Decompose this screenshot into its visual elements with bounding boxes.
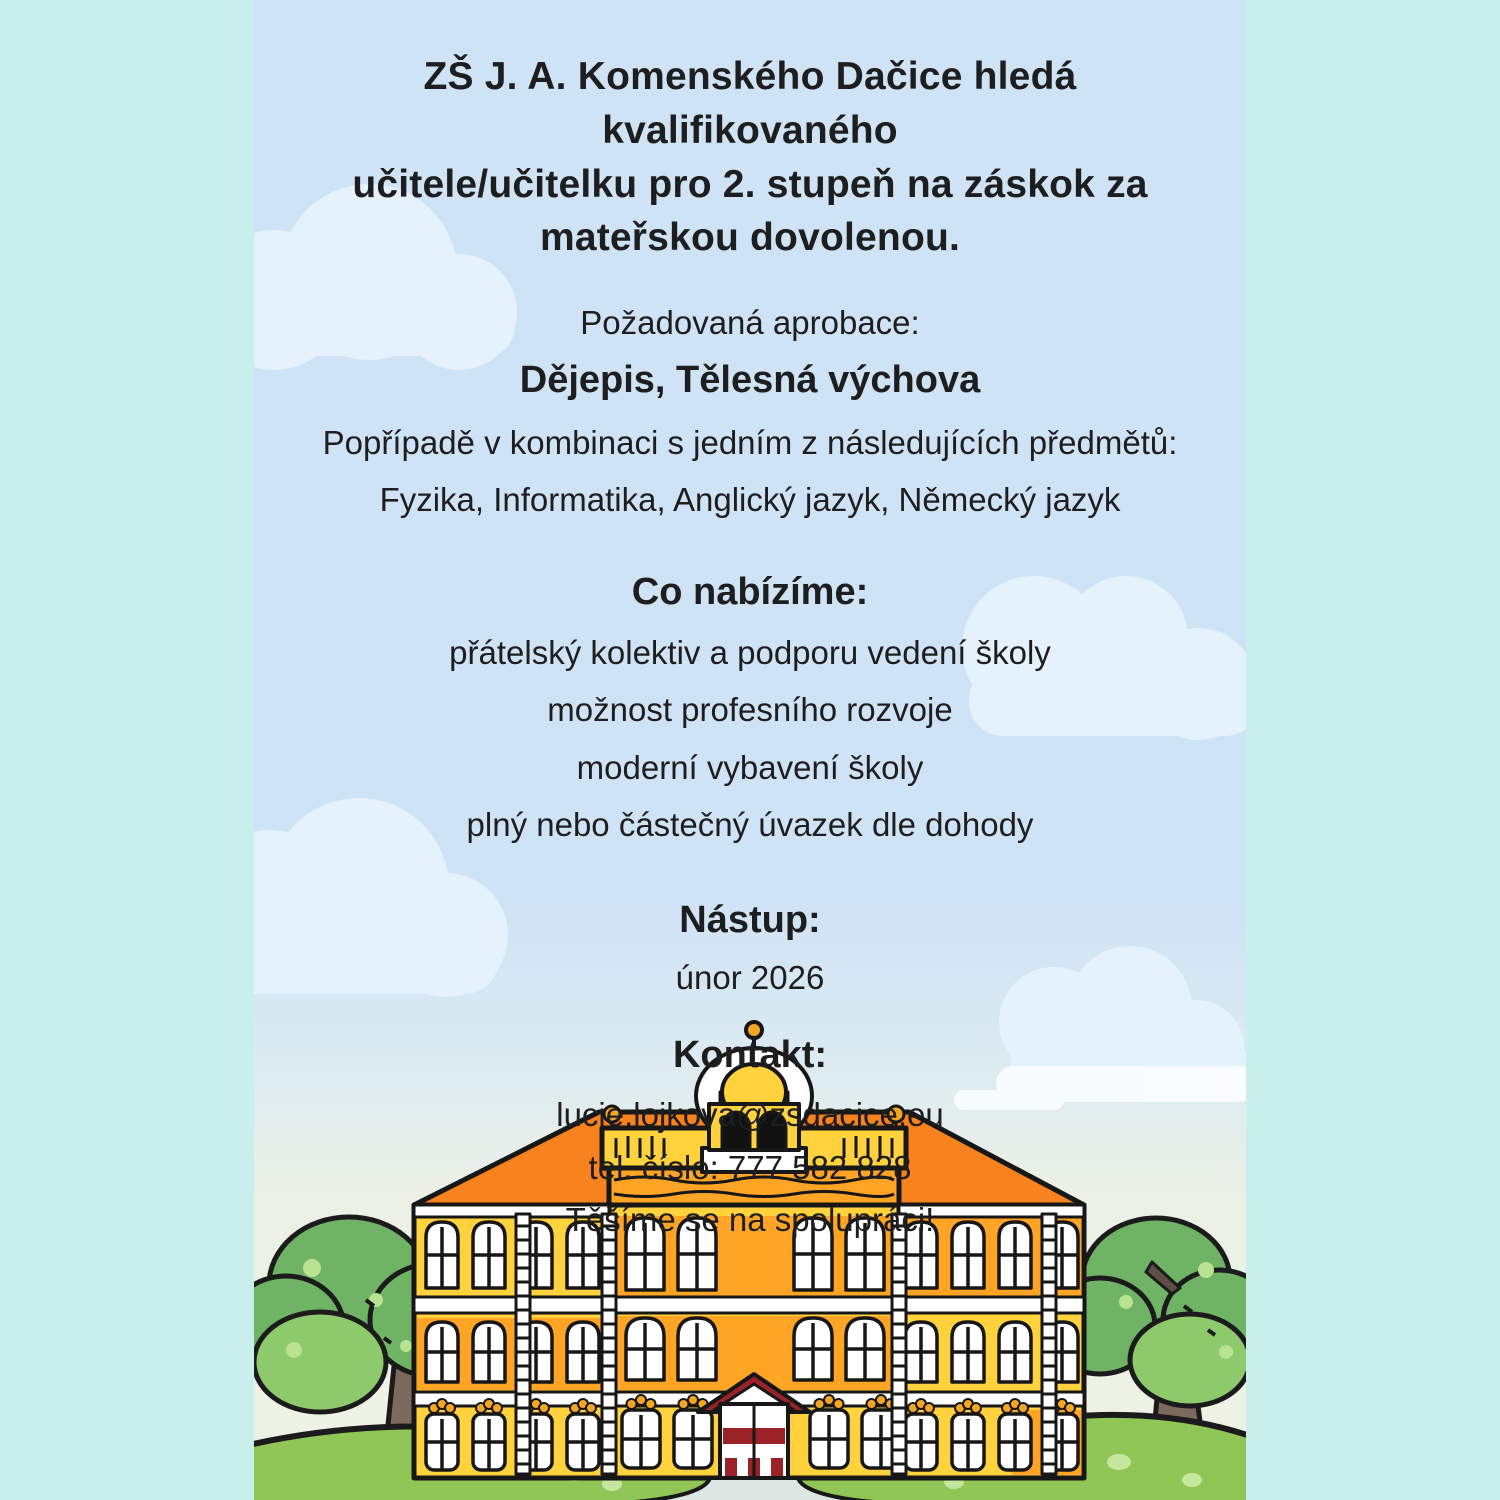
drainpipe: [1042, 1214, 1056, 1474]
window: [426, 1399, 458, 1470]
window: [999, 1399, 1031, 1470]
flyer-panel: [254, 0, 1246, 1500]
window: [952, 1322, 984, 1382]
window: [426, 1322, 458, 1382]
window: [567, 1399, 599, 1470]
window: [905, 1399, 937, 1470]
title-line: ZŠ J. A. Komenského Dačice hledá kvalifikovaného: [423, 55, 1077, 152]
aprobace-label: Požadovaná aprobace:: [580, 304, 920, 342]
window: [905, 1322, 937, 1382]
contact-closing: Těšíme se na spolupráci!: [565, 1201, 935, 1239]
window: [678, 1318, 716, 1380]
window: [952, 1399, 984, 1470]
drainpipe: [892, 1214, 906, 1474]
offer-heading: Co nabízíme:: [631, 571, 869, 614]
flyer-content: [254, 50, 1246, 1243]
offer-item: možnost profesního rozvoje: [547, 691, 953, 729]
window: [999, 1322, 1031, 1382]
contact-email: lucie.lojkova@zsdacice.eu: [556, 1096, 944, 1134]
aprobace-combo-subjects: Fyzika, Informatika, Anglický jazyk, Německý jazyk: [379, 480, 1121, 518]
title-line: učitele/učitelku pro 2. stupeň na záskok za: [352, 162, 1148, 206]
offer-item: plný nebo částečný úvazek dle dohody: [466, 806, 1034, 844]
drainpipe: [516, 1214, 530, 1474]
start-heading: Nástup:: [679, 898, 821, 941]
window: [846, 1318, 884, 1380]
offer-item: přátelský kolektiv a podporu vedení školy: [449, 633, 1051, 671]
window: [473, 1399, 505, 1470]
start-value: únor 2026: [675, 959, 825, 997]
window: [567, 1322, 599, 1382]
window: [626, 1318, 664, 1380]
page-title: [272, 50, 1228, 265]
drainpipe: [602, 1214, 616, 1474]
title-line: mateřskou dovolenou.: [539, 216, 961, 260]
window: [473, 1322, 505, 1382]
window: [810, 1395, 848, 1468]
window: [622, 1395, 660, 1468]
contact-heading: Kontakt:: [672, 1033, 828, 1076]
aprobace-subjects: Dějepis, Tělesná výchova: [519, 358, 981, 401]
offer-item: moderní vybavení školy: [576, 748, 924, 786]
contact-phone: tel. číslo: 777 582 828: [588, 1148, 912, 1186]
aprobace-combo-note: Popřípadě v kombinaci s jedním z následujících předmětů:: [322, 424, 1178, 462]
window: [794, 1318, 832, 1380]
